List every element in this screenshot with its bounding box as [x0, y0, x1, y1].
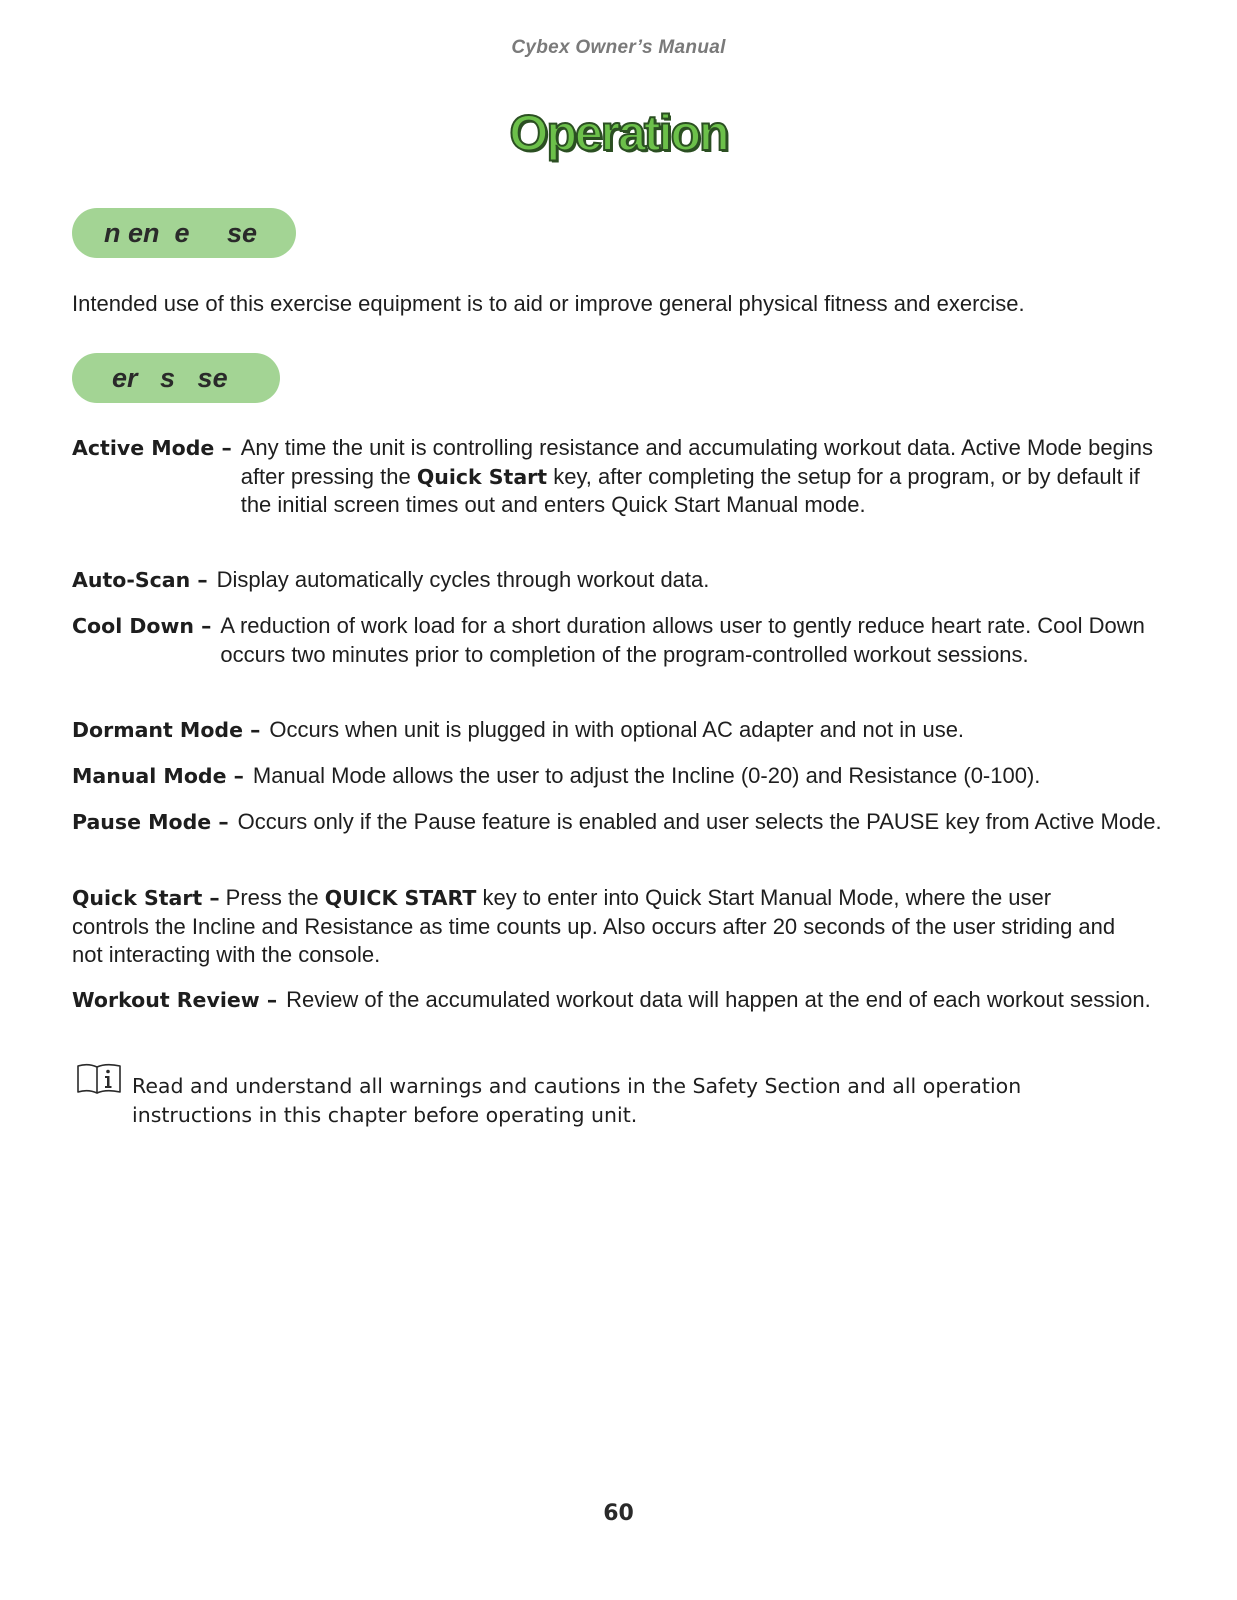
- key-name: QUICK START: [324, 886, 477, 910]
- definition-text: Review of the accumulated workout data will happen at the end of each workout session.: [286, 987, 1151, 1012]
- definition-text: A reduction of work load for a short duration allows user to gently reduce heart rate. Cool Down occurs two minutes prior to completion of the program-controlled workout sessions.: [220, 613, 1145, 667]
- definition-term: Active Mode –: [72, 436, 232, 460]
- section-heading-intended-use: n en e se: [72, 208, 296, 258]
- key-name: Quick Start: [416, 464, 548, 489]
- definition-workout-review: [72, 986, 1162, 1015]
- definition-term: Manual Mode –: [72, 764, 244, 788]
- definition-text: Manual Mode allows the user to adjust the Incline (0-20) and Resistance (0-100).: [252, 763, 1041, 788]
- manual-info-icon: [76, 1062, 122, 1096]
- intended-use-text: Intended use of this exercise equipment is to aid or improve general physical fitness and exercise.: [72, 291, 1025, 316]
- definition-text: Occurs when unit is plugged in with optional AC adapter and not in use.: [269, 717, 965, 742]
- definition-term: Workout Review –: [72, 988, 278, 1012]
- definition-dormant-mode: [72, 716, 1162, 745]
- definition-term: Pause Mode –: [72, 810, 229, 834]
- definition-text: Display automatically cycles through workout data.: [216, 567, 710, 592]
- section-heading-terms-used: er s se: [72, 353, 280, 403]
- definition-active-mode: [72, 434, 1162, 520]
- definition-term: Cool Down –: [72, 614, 212, 638]
- definition-text: Press the: [225, 885, 325, 910]
- definition-term: Dormant Mode –: [72, 718, 261, 742]
- definition-cool-down: [72, 612, 1162, 669]
- definition-pause-mode: [72, 808, 1162, 837]
- definition-text: Occurs only if the Pause feature is enabled and user selects the PAUSE key from Active Mode.: [237, 809, 1162, 834]
- definition-auto-scan: [72, 566, 1162, 595]
- definition-quick-start: [72, 884, 1132, 970]
- running-header: Cybex Owner’s Manual: [511, 37, 726, 58]
- page-title: Operation: [509, 105, 728, 161]
- page-number: 60: [603, 1501, 634, 1526]
- definition-term: Quick Start –: [72, 886, 220, 910]
- definition-manual-mode: [72, 762, 1162, 791]
- definition-text: Any time the unit is controlling resistance and accumulating workout data. Active Mode begins after pressing the Quick Start key, after completing the setup for a program, or by default if the initial screen times out and enters Quick Start Manual mode.: [240, 435, 1153, 518]
- safety-note: Read and understand all warnings and cautions in the Safety Section and all operation instructions in this chapter before operating unit.: [132, 1074, 1022, 1127]
- definition-term: Auto-Scan –: [72, 568, 208, 592]
- definition-text: key to enter into Quick Start Manual Mode, where the user controls the Incline and Resistance as time counts up. Also occurs after 20 seconds of the user striding and not interacting with the console.: [72, 885, 1116, 968]
